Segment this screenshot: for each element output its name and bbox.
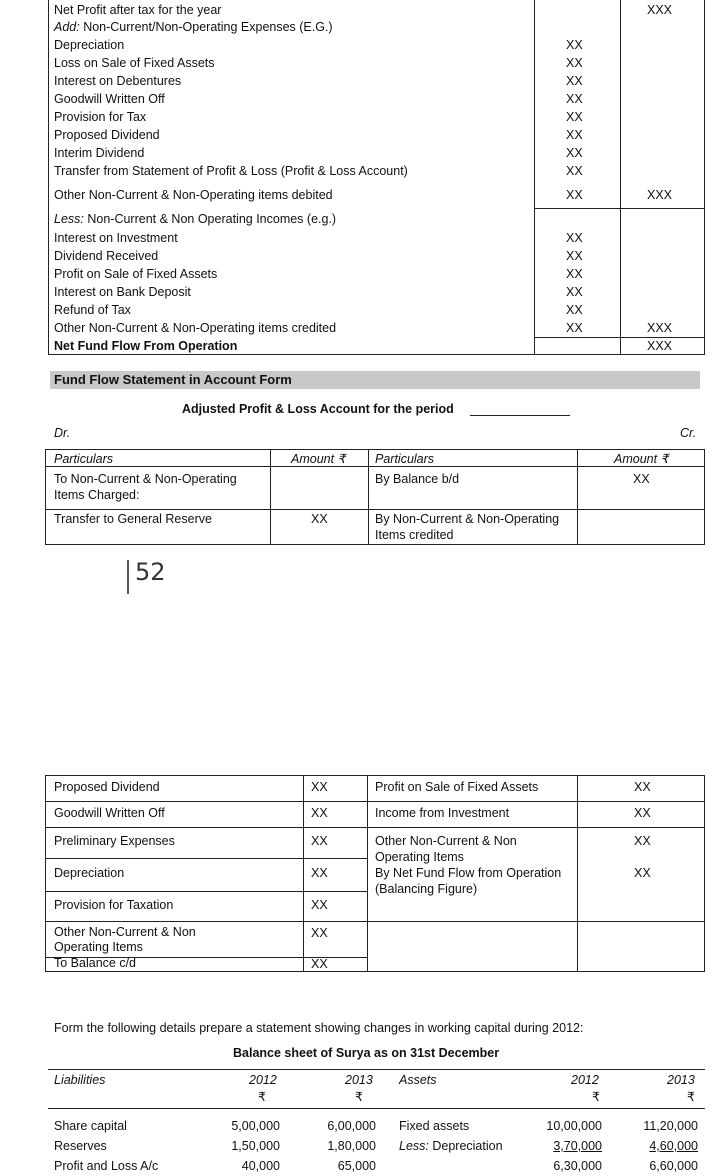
- table-row: Add: Non-Current/Non-Operating Expenses (E.G.): [54, 20, 333, 34]
- table-cell: Goodwill Written Off: [54, 806, 165, 820]
- table-cell: Other Non-Current & Non Operating Items: [375, 834, 517, 864]
- table-cell: Profit on Sale of Fixed Assets: [375, 780, 539, 794]
- amount-cell: XX: [311, 898, 328, 912]
- title-underline: [470, 415, 570, 416]
- column-header: Particulars: [54, 452, 114, 466]
- table-row: Provision for Tax: [54, 110, 147, 124]
- rupee-symbol: ₹: [258, 1090, 266, 1104]
- column-header: 2013: [667, 1073, 695, 1087]
- table-cell: Provision for Taxation: [54, 898, 174, 912]
- amount-cell: XX: [566, 146, 583, 160]
- amount-cell: XX: [566, 231, 583, 245]
- table-cell: By Balance b/d: [375, 472, 460, 486]
- table-row: Loss on Sale of Fixed Assets: [54, 56, 215, 70]
- amount-cell: XX: [566, 303, 583, 317]
- total-cell: XXX: [647, 3, 673, 17]
- value-2012: 3,70,000: [553, 1139, 602, 1153]
- value-2013: 1,80,000: [327, 1139, 376, 1153]
- amount-cell: XX: [566, 285, 583, 299]
- table-cell: To Balance c/d: [54, 956, 136, 970]
- cr-label: Cr.: [680, 426, 697, 440]
- column-header: Particulars: [375, 452, 435, 466]
- page-number-bar: [127, 560, 129, 594]
- table-row: Interest on Debentures: [54, 74, 182, 88]
- column-header: Amount ₹: [291, 452, 346, 466]
- section-heading: Fund Flow Statement in Account Form: [54, 372, 292, 387]
- liability-label: Share capital: [54, 1119, 127, 1133]
- table-cell: XX: [633, 472, 650, 486]
- amount-cell: XX: [566, 321, 583, 335]
- amount-cell: XX: [566, 249, 583, 263]
- liability-label: Profit and Loss A/c: [54, 1159, 159, 1173]
- value-2013: 6,60,000: [649, 1159, 698, 1173]
- asset-label: Fixed assets: [399, 1119, 470, 1133]
- amount-cell: XX: [311, 926, 328, 940]
- dr-label: Dr.: [54, 426, 71, 440]
- table-row: Interim Dividend: [54, 146, 145, 160]
- table-row: Net Profit after tax for the year: [54, 3, 222, 17]
- page-number: 52: [135, 558, 166, 586]
- column-header: 2012: [249, 1073, 277, 1087]
- total-cell: XXX: [647, 339, 673, 353]
- amount-cell: XX: [566, 110, 583, 124]
- table-cell: By Net Fund Flow from Operation (Balancing Figure): [375, 866, 562, 896]
- table-cell: To Non-Current & Non-Operating Items Charged:: [54, 472, 237, 502]
- account-title: Adjusted Profit & Loss Account for the period: [182, 402, 454, 416]
- table-row: Transfer from Statement of Profit & Loss (Profit & Loss Account): [54, 164, 408, 178]
- table-row: Interest on Bank Deposit: [54, 285, 191, 299]
- total-cell: XXX: [647, 321, 673, 335]
- amount-cell: XX: [311, 806, 328, 820]
- amount-cell: XX: [566, 188, 583, 202]
- column-header: Liabilities: [54, 1073, 106, 1087]
- table-row: Proposed Dividend: [54, 128, 160, 142]
- balance-sheet-title: Balance sheet of Surya as on 31st December: [233, 1046, 500, 1060]
- value-2012: 5,00,000: [231, 1119, 280, 1133]
- value-2012: 6,30,000: [553, 1159, 602, 1173]
- table-row: Other Non-Current & Non-Operating items debited: [54, 188, 333, 202]
- value-2012: 10,00,000: [546, 1119, 602, 1133]
- amount-cell: XX: [311, 834, 328, 848]
- table-row: Interest on Investment: [54, 231, 178, 245]
- column-header: Amount ₹: [614, 452, 669, 466]
- amount-cell: XX: [566, 38, 583, 52]
- rupee-symbol: ₹: [687, 1090, 695, 1104]
- value-2013: 65,000: [337, 1159, 376, 1173]
- amount-cell: XX: [634, 806, 651, 820]
- column-header: Assets: [399, 1073, 437, 1087]
- table-row: Less: Non-Current & Non Operating Incomes (e.g.): [54, 212, 337, 226]
- table-cell: Other Non-Current & Non Operating Items: [54, 925, 196, 954]
- value-2013: 6,00,000: [327, 1119, 376, 1133]
- rupee-symbol: ₹: [592, 1090, 600, 1104]
- amount-cell: XX: [566, 74, 583, 88]
- table-row: Profit on Sale of Fixed Assets: [54, 267, 218, 281]
- table-row: Refund of Tax: [54, 303, 131, 317]
- table-cell: Preliminary Expenses: [54, 834, 175, 848]
- amount-cell: XX: [566, 164, 583, 178]
- question-text: Form the following details prepare a statement showing changes in working capital during 2012:: [54, 1021, 584, 1035]
- asset-label: Less: Depreciation: [399, 1139, 503, 1153]
- table-row: Net Fund Flow From Operation: [54, 339, 238, 353]
- amount-cell: XX: [311, 957, 328, 971]
- column-header: 2013: [345, 1073, 373, 1087]
- amount-cell: XX: [566, 267, 583, 281]
- table-row: Other Non-Current & Non-Operating items credited: [54, 321, 337, 335]
- table-cell: By Non-Current & Non-Operating Items credited: [375, 512, 560, 542]
- table-cell: Transfer to General Reserve: [54, 512, 212, 526]
- value-2012: 1,50,000: [231, 1139, 280, 1153]
- rupee-symbol: ₹: [355, 1090, 363, 1104]
- table-row: Goodwill Written Off: [54, 92, 165, 106]
- table-cell: Proposed Dividend: [54, 780, 160, 794]
- value-2013: 4,60,000: [649, 1139, 698, 1153]
- amount-cell: XX: [566, 92, 583, 106]
- amount-cell: XX: [566, 56, 583, 70]
- amount-cell: XX: [311, 780, 328, 794]
- amount-cell: XX: [634, 834, 651, 848]
- table-cell: XX: [311, 512, 328, 526]
- amount-cell: XX: [311, 866, 328, 880]
- table-cell: Income from Investment: [375, 806, 510, 820]
- liability-label: Reserves: [54, 1139, 107, 1153]
- value-2012: 40,000: [241, 1159, 280, 1173]
- column-header: 2012: [571, 1073, 599, 1087]
- table-row: Dividend Received: [54, 249, 159, 263]
- amount-cell: XX: [566, 128, 583, 142]
- amount-cell: XX: [634, 780, 651, 794]
- table-cell: Depreciation: [54, 866, 125, 880]
- amount-cell: XX: [634, 866, 651, 880]
- value-2013: 11,20,000: [643, 1119, 698, 1133]
- table-row: Depreciation: [54, 38, 125, 52]
- total-cell: XXX: [647, 188, 673, 202]
